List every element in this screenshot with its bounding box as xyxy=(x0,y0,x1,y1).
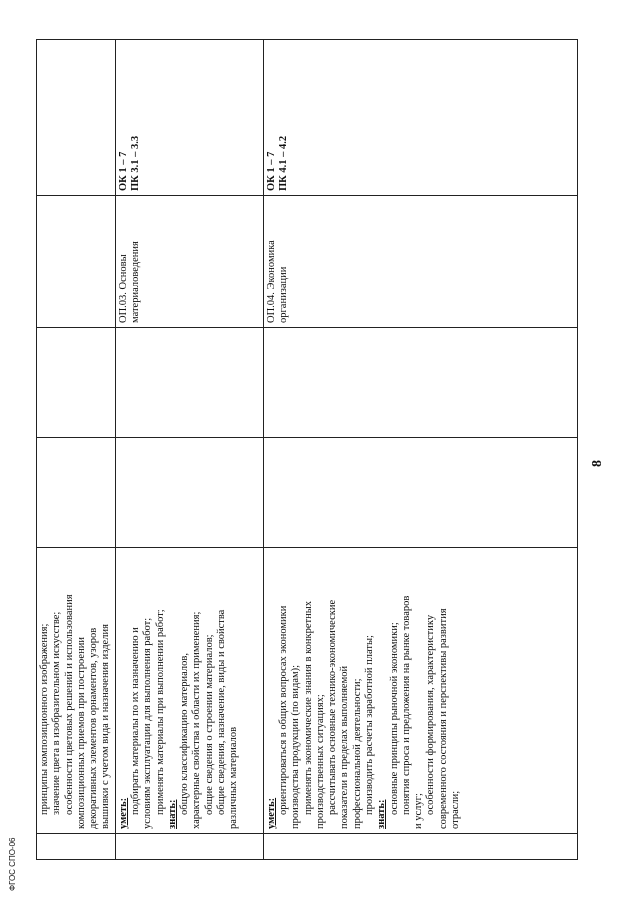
content-line: производить расчеты заработной платы; xyxy=(363,635,375,815)
content-cell xyxy=(263,548,577,834)
content-cell xyxy=(115,548,263,834)
content-line: производства продукции (по видам); xyxy=(290,664,302,829)
content-line: рассчитывать основные технико-экономические xyxy=(327,599,339,815)
content-line: применять материалы при выполнении работ; xyxy=(154,609,166,815)
row-index-cell xyxy=(263,834,577,860)
content-line: современного состояния и перспективы развития xyxy=(437,608,449,829)
competency-code: ОК 1 – 7 xyxy=(265,151,277,191)
competency-code: ПК 3.1 – 3.3 xyxy=(129,135,141,191)
content-line: декоративных элементов орнаментов, узоров xyxy=(88,627,100,829)
content-line: производственных ситуациях; xyxy=(314,694,326,829)
content-line: принципы композиционного изображения; xyxy=(39,623,50,815)
section-label: знать: xyxy=(166,799,178,829)
row-index-cell xyxy=(37,834,116,860)
empty-cell xyxy=(37,328,116,438)
content-line: композиционных приемов при построении xyxy=(75,637,87,829)
content-line: ориентироваться в общих вопросах экономики xyxy=(277,605,289,815)
content-line: особенности формирования, характеристику xyxy=(425,614,437,815)
content-line: основные принципы рыночной экономики; xyxy=(388,622,400,815)
content-line: применять экономические знания в конкретных xyxy=(302,600,314,815)
empty-cell xyxy=(37,438,116,548)
empty-cell xyxy=(115,438,263,548)
codes-cell xyxy=(115,40,263,196)
codes-cell xyxy=(263,40,577,196)
table-row xyxy=(37,40,116,860)
page-number: 8 xyxy=(590,460,605,467)
content-line: общие сведения, назначение, виды и свойства xyxy=(215,609,227,815)
content-line: характерные свойства и области их применения; xyxy=(191,611,203,829)
content-line: значение цвета в изобразительном искусстве; xyxy=(51,611,63,815)
discipline-cell xyxy=(263,196,577,328)
content-line: профессиональной деятельности; xyxy=(351,678,363,829)
row-index-cell xyxy=(115,834,263,860)
content-line: общую классификацию материалов, xyxy=(179,653,191,815)
content-line: вышивки с учетом вида и назначения изделия xyxy=(100,624,112,829)
content-line: особенности цветовых решений и использования xyxy=(63,594,75,815)
discipline-cell xyxy=(37,196,116,328)
section-label: знать: xyxy=(376,799,388,829)
content-line: показатели в пределах выполняемой xyxy=(339,665,351,829)
content-line: понятия спроса и предложения на рынке товаров xyxy=(400,595,412,815)
discipline-line: организации xyxy=(277,266,289,323)
table-row xyxy=(263,40,577,860)
content-line: отрасли; xyxy=(449,790,461,829)
content-line: подбирать материалы по их назначению и xyxy=(129,627,141,815)
section-label: уметь: xyxy=(117,797,129,829)
empty-cell xyxy=(115,328,263,438)
discipline-line: ОП.03. Основы xyxy=(117,254,129,323)
content-line: и услуг; xyxy=(413,793,425,829)
footer-code: ФГОС СПО-06 xyxy=(8,837,17,891)
competency-code: ОК 1 – 7 xyxy=(117,151,129,191)
competency-code: ПК 4.1 – 4.2 xyxy=(277,135,289,191)
table-row xyxy=(115,40,263,860)
content-line: условиям эксплуатации для выполнения работ; xyxy=(142,617,154,829)
section-label: уметь: xyxy=(265,797,277,829)
content-line: различных материалов xyxy=(228,726,240,829)
discipline-line: материаловедения xyxy=(129,241,141,323)
empty-cell xyxy=(263,328,577,438)
competency-table xyxy=(36,39,578,860)
codes-cell xyxy=(37,40,116,196)
content-line: общие сведения о строении материалов; xyxy=(203,634,215,815)
empty-cell xyxy=(263,438,577,548)
content-cell xyxy=(37,548,116,834)
discipline-line: ОП.04. Экономика xyxy=(265,240,277,323)
discipline-cell xyxy=(115,196,263,328)
